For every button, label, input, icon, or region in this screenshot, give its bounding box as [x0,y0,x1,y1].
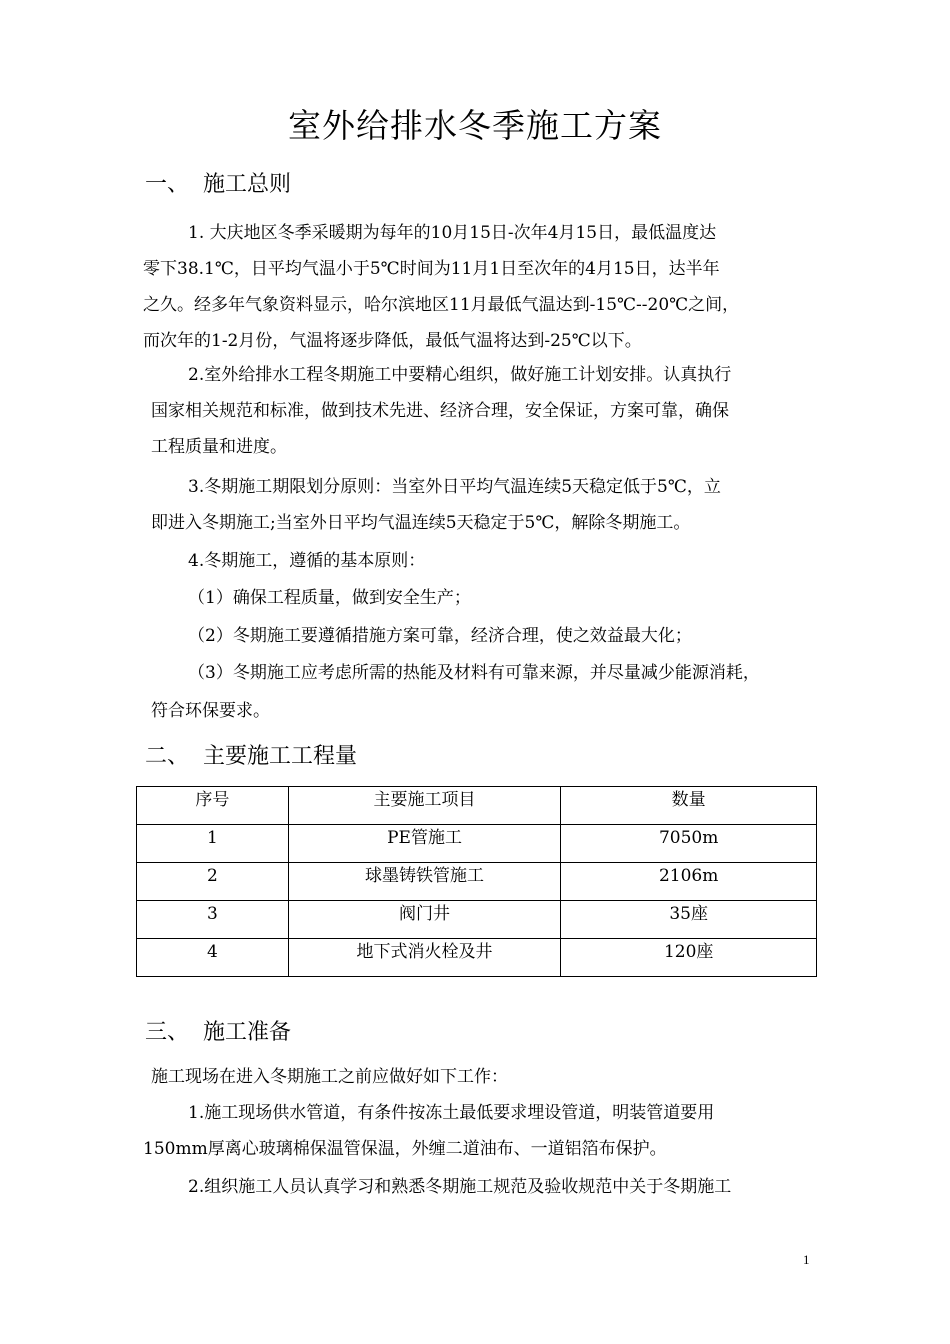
paragraph-line: 3.冬期施工期限划分原则：当室外日平均气温连续5天稳定低于5℃，立 [188,477,721,497]
section-number: 三、 [145,1020,190,1045]
table-cell: 1 [137,825,289,863]
table-cell: PE管施工 [288,825,561,863]
paragraph-line: 之久。经多年气象资料显示，哈尔滨地区11月最低气温达到-15℃--20℃之间， [143,295,740,315]
paragraph-line: 4.冬期施工，遵循的基本原则： [188,551,426,571]
paragraph-line: 零下38.1℃，日平均气温小于5℃时间为11月1日至次年的4月15日，达半年 [143,259,720,279]
table-row [137,863,817,901]
paragraph-line: 150mm厚离心玻璃棉保温管保温，外缠二道油布、一道铝箔布保护。 [143,1139,667,1159]
section-heading-3 [145,1018,291,1048]
table-row [137,825,817,863]
paragraph-line: 国家相关规范和标准，做到技术先进、经济合理，安全保证，方案可靠，确保 [151,401,729,421]
paragraph-line: 工程质量和进度。 [151,437,287,457]
table-cell: 球墨铸铁管施工 [288,863,561,901]
section-number: 二、 [145,744,190,769]
paragraph-line: 1.施工现场供水管道，有条件按冻土最低要求埋设管道，明装管道要用 [188,1103,715,1123]
table-cell: 120座 [561,939,817,977]
table-header-cell: 主要施工项目 [288,787,561,825]
section-heading-2 [145,742,357,772]
section-heading-1 [145,170,291,200]
table-header-cell: 序号 [137,787,289,825]
table-cell: 7050m [561,825,817,863]
page-number: 1 [803,1252,810,1267]
table-cell: 2106m [561,863,817,901]
section-title: 施工总则 [203,172,292,197]
quantity-table [136,786,817,977]
paragraph-line: 施工现场在进入冬期施工之前应做好如下工作： [151,1067,508,1087]
paragraph-line: 符合环保要求。 [151,701,270,721]
table-row [137,939,817,977]
table-cell: 3 [137,901,289,939]
table-cell: 2 [137,863,289,901]
paragraph-line: 2.组织施工人员认真学习和熟悉冬期施工规范及验收规范中关于冬期施工 [188,1177,732,1197]
document-title: 室外给排水冬季施工方案 [288,106,662,145]
table-cell: 35座 [561,901,817,939]
table-row [137,901,817,939]
section-title: 施工准备 [203,1020,292,1045]
table-cell: 地下式消火栓及井 [288,939,561,977]
table-cell: 4 [137,939,289,977]
paragraph-line: 而次年的1-2月份，气温将逐步降低，最低气温将达到-25℃以下。 [143,331,642,351]
paragraph-line: （3）冬期施工应考虑所需的热能及材料有可靠来源，并尽量减少能源消耗， [188,663,760,683]
paragraph-line: （2）冬期施工要遵循措施方案可靠，经济合理，使之效益最大化； [188,626,692,646]
table-header-row [137,787,817,825]
paragraph-line: 即进入冬期施工;当室外日平均气温连续5天稳定于5℃，解除冬期施工。 [151,513,691,533]
table-header-cell: 数量 [561,787,817,825]
paragraph-line: 2.室外给排水工程冬期施工中要精心组织，做好施工计划安排。认真执行 [188,365,732,385]
paragraph-line: 1. 大庆地区冬季采暖期为每年的10月15日-次年4月15日，最低温度达 [188,223,717,243]
section-number: 一、 [145,172,190,197]
section-title: 主要施工工程量 [203,744,358,769]
table-cell: 阀门井 [288,901,561,939]
paragraph-line: （1）确保工程质量，做到安全生产； [188,588,471,608]
